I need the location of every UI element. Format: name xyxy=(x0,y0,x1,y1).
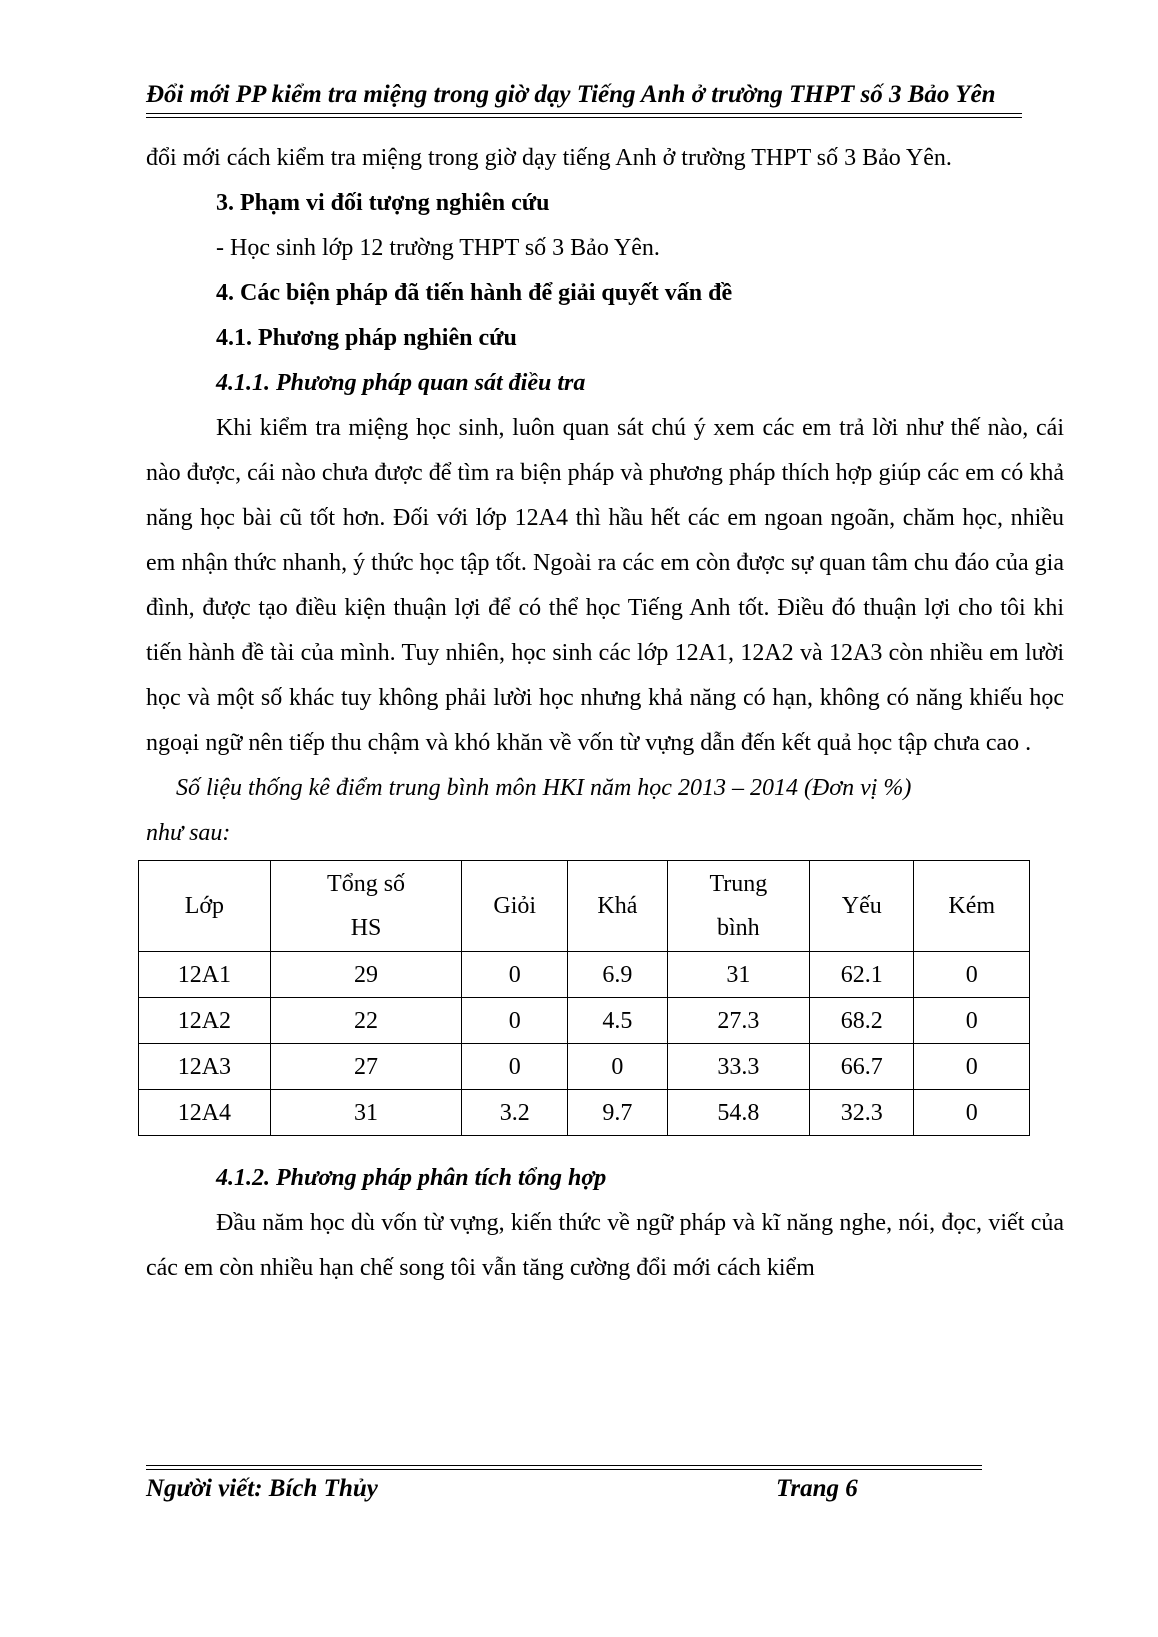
cell-weak: 32.3 xyxy=(810,1090,914,1136)
header-double-rule xyxy=(146,113,1022,118)
cell-class: 12A4 xyxy=(139,1090,271,1136)
cell-poor: 0 xyxy=(914,1044,1030,1090)
cell-average: 54.8 xyxy=(667,1090,810,1136)
heading-scope: 3. Phạm vi đối tượng nghiên cứu xyxy=(216,190,550,216)
observation-paragraph: Khi kiểm tra miệng học sinh, luôn quan sát chú ý xem các em trả lời như thế nào, cái nào được, cái nào chưa được để tìm ra biện pháp và phương pháp thích hợp giúp các em có khả năng học bài cũ tốt hơn. Đối với lớp 12A4 thì hầu hết các em ngoan ngoãn, chăm học, nhiều em nhận thức nhanh, ý thức học tập tốt. Ngoài ra các em còn được sự quan tâm chu đáo của gia đình, được tạo điều kiện thuận lợi để có thể học Tiếng Anh tốt. Điều đó thuận lợi cho tôi khi tiến hành đề tài của mình. Tuy nhiên, học sinh các lớp 12A1, 12A2 và 12A3 còn nhiều em lười học và một số khác tuy không phải lười học nhưng khả năng có hạn, không có năng khiếu học ngoại ngữ nên tiếp thu chậm và khó khăn về vốn từ vựng dẫn đến kết quả học tập chưa cao . xyxy=(146,415,1064,756)
cell-good: 6.9 xyxy=(568,952,667,998)
footer-author: Người viết: Bích Thủy xyxy=(146,1475,378,1502)
table-spacer xyxy=(146,1136,1064,1156)
cell-good: 0 xyxy=(568,1044,667,1090)
col-total: Tổng số HS xyxy=(270,861,462,952)
cell-total: 22 xyxy=(270,998,462,1044)
cell-excellent: 0 xyxy=(462,952,568,998)
cell-weak: 66.7 xyxy=(810,1044,914,1090)
score-statistics-table xyxy=(138,860,1030,1136)
cell-good: 4.5 xyxy=(568,998,667,1044)
col-poor: Kém xyxy=(914,861,1030,952)
table-row xyxy=(139,1090,1030,1136)
cell-poor: 0 xyxy=(914,998,1030,1044)
col-weak: Yếu xyxy=(810,861,914,952)
col-class: Lớp xyxy=(139,861,271,952)
cell-class: 12A2 xyxy=(139,998,271,1044)
running-header: Đổi mới PP kiểm tra miệng trong giờ dạy Tiếng Anh ở trường THPT số 3 Bảo Yên xyxy=(146,81,996,108)
cell-class: 12A3 xyxy=(139,1044,271,1090)
page-body xyxy=(146,136,1064,1291)
table-caption-cont: như sau: xyxy=(146,820,231,846)
cell-poor: 0 xyxy=(914,1090,1030,1136)
analysis-paragraph: Đầu năm học dù vốn từ vựng, kiến thức về ngữ pháp và kĩ năng nghe, nói, đọc, viết của các em còn nhiều hạn chế song tôi vẫn tăng cường đổi mới cách kiểm xyxy=(146,1210,1064,1281)
table-row xyxy=(139,952,1030,998)
cell-class: 12A1 xyxy=(139,952,271,998)
heading-research-method: 4.1. Phương pháp nghiên cứu xyxy=(216,325,517,351)
cell-excellent: 0 xyxy=(462,1044,568,1090)
scope-item: - Học sinh lớp 12 trường THPT số 3 Bảo Yên. xyxy=(216,235,660,261)
footer-page-number: Trang 6 xyxy=(776,1475,858,1502)
cell-average: 31 xyxy=(667,952,810,998)
cell-poor: 0 xyxy=(914,952,1030,998)
cell-excellent: 0 xyxy=(462,998,568,1044)
cell-total: 27 xyxy=(270,1044,462,1090)
table-row xyxy=(139,1044,1030,1090)
cell-total: 31 xyxy=(270,1090,462,1136)
cell-weak: 68.2 xyxy=(810,998,914,1044)
heading-measures: 4. Các biện pháp đã tiến hành để giải quyết vấn đề xyxy=(216,280,733,306)
col-good: Khá xyxy=(568,861,667,952)
table-caption: Số liệu thống kê điểm trung bình môn HKI năm học 2013 – 2014 (Đơn vị %) xyxy=(176,775,912,801)
cell-average: 33.3 xyxy=(667,1044,810,1090)
footer-double-rule xyxy=(146,1465,982,1470)
cell-weak: 62.1 xyxy=(810,952,914,998)
intro-paragraph: đổi mới cách kiểm tra miệng trong giờ dạy tiếng Anh ở trường THPT số 3 Bảo Yên. xyxy=(146,145,952,171)
col-average: Trung bình xyxy=(667,861,810,952)
heading-analysis-method: 4.1.2. Phương pháp phân tích tổng hợp xyxy=(216,1165,607,1191)
heading-observation-method: 4.1.1. Phương pháp quan sát điều tra xyxy=(216,370,586,396)
table-header-row xyxy=(139,861,1030,952)
cell-excellent: 3.2 xyxy=(462,1090,568,1136)
cell-average: 27.3 xyxy=(667,998,810,1044)
table-row xyxy=(139,998,1030,1044)
cell-good: 9.7 xyxy=(568,1090,667,1136)
col-excellent: Giỏi xyxy=(462,861,568,952)
cell-total: 29 xyxy=(270,952,462,998)
